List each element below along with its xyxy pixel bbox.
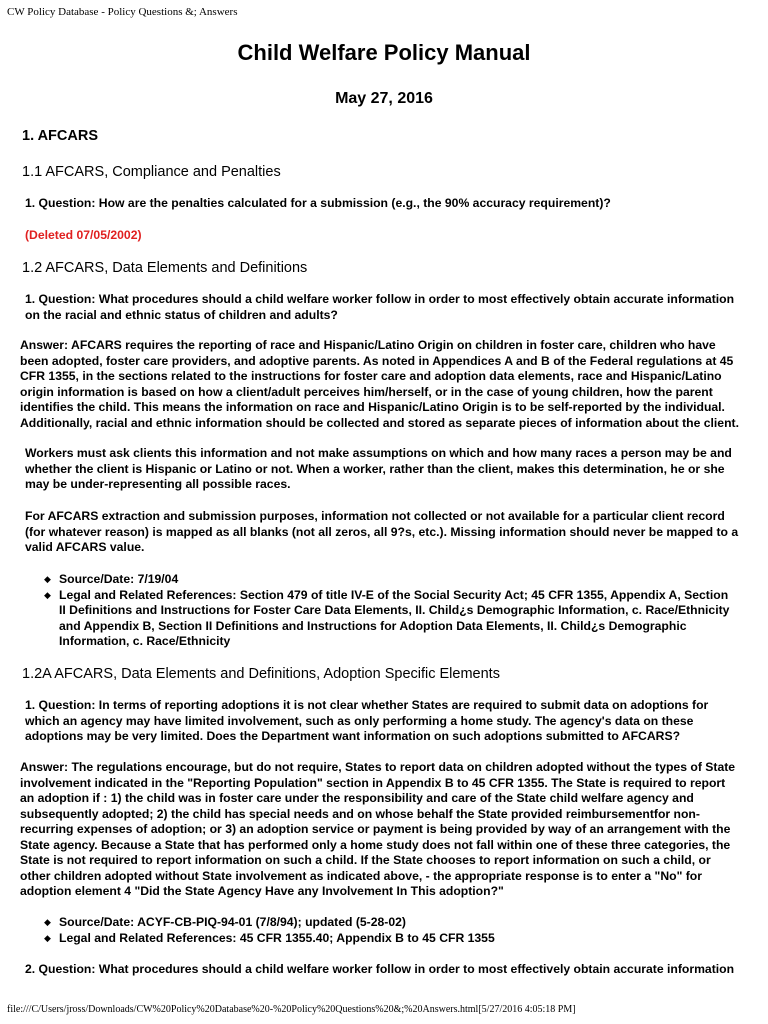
browser-tab-title: CW Policy Database - Policy Questions &; Answers [7, 6, 238, 18]
question-1-1-1: 1. Question: How are the penalties calculated for a submission (e.g., the 90% accuracy requirement)? [25, 196, 611, 210]
answer-1-2a-1: Answer: The regulations encourage, but do not require, States to report data on children adopted without the types of State involvement indicated in the "Reporting Population" section in Appendix B to 45 CFR 1355. The State is required to report an adoption if : 1) the child was in foster care under the responsibility and care of the State child welfare agency and subsequently adopted; 2) the child has special needs and on whose behalf the State provided reimbursementfor non-recurring expenses of adoption; or 3) an adoption service or payment is being provided by way of an arrangement with the State agency. Because a State that has performed only a home study does not fall within one of these three categories, the State is not required to report information on such a child. If the State chooses to report information on such a child, or other children adopted without State involvement as indicated above, - the appropriate response is to enter a "No" for adoption element 4 "Did the State Agency Have any Involvement In This adoption?" [20, 760, 736, 898]
list-item [44, 572, 734, 588]
source-date: Source/Date: ACYF-CB-PIQ-94-01 (7/8/94); updated (5-28-02) [59, 915, 406, 929]
question-1-2a-1: 1. Question: In terms of reporting adoptions it is not clear whether States are required to submit data on adoptions for which an agency may have limited involvement, such as only performing a home study. The agency's data on these adoptions may be very limited. Does the Department want information on such adoptions submitted to AFCARS? [25, 698, 709, 743]
subsection-heading-1-2a: 1.2A AFCARS, Data Elements and Definitions, Adoption Specific Elements [22, 666, 500, 682]
diamond-bullet-icon: ◆ [44, 917, 51, 927]
answer-1-2-1-paragraph-2: Workers must ask clients this information and not make assumptions on which and how many races a person may be and whether the client is Hispanic or Latino or not. When a worker, rather than the client, makes this determination, he or she may be under-representing all possible races. [25, 446, 732, 491]
references-list-1-2 [44, 572, 734, 650]
list-item [44, 915, 734, 931]
subsection-heading-1-2: 1.2 AFCARS, Data Elements and Definitions [22, 260, 308, 276]
browser-footer-url: file:///C/Users/jross/Downloads/CW%20Policy%20Database%20-%20Policy%20Questions%20&;%20Answers.html[5/27/2016 4:05:18 PM] [7, 1004, 576, 1015]
deleted-notice: (Deleted 07/05/2002) [25, 228, 142, 242]
list-item [44, 588, 734, 650]
references-list-1-2a [44, 915, 734, 946]
page-title: Child Welfare Policy Manual [237, 40, 531, 65]
diamond-bullet-icon: ◆ [44, 574, 51, 584]
source-date: Source/Date: 7/19/04 [59, 572, 179, 586]
legal-references: Legal and Related References: 45 CFR 1355.40; Appendix B to 45 CFR 1355 [59, 930, 495, 945]
legal-references: Legal and Related References: Section 479 of title IV-E of the Social Security Act; 45 CFR 1355, Appendix A, Section II Definitions and Instructions for Foster Care Data Elements, II. Child¿s Demographic Information, c. Race/Ethnicity and Appendix B, Section II Definitions and Instructions for Adoption Data Elements, II. Child¿s Demographic Information, c. Race/Ethnicity [59, 587, 730, 648]
diamond-bullet-icon: ◆ [44, 932, 51, 943]
document-date: May 27, 2016 [335, 90, 433, 107]
section-heading-afcars: 1. AFCARS [22, 128, 98, 144]
question-1-2-1: 1. Question: What procedures should a child welfare worker follow in order to most effectively obtain accurate information on the racial and ethnic status of children and adults? [25, 292, 735, 322]
list-item [44, 931, 734, 947]
answer-1-2-1-paragraph-1: Answer: AFCARS requires the reporting of race and Hispanic/Latino Origin on children in foster care, children who have been adopted, foster care providers, and adoptive parents. As noted in Appendices A and B of the Federal regulations at 45 CFR 1355, in the sections related to the instructions for foster care and adoption data elements, race and Hispanic/Latino origin information is based on how a client/adult perceives him/herself, or in the case of young children, how the parent identifies the child. This means the information on race and Hispanic/Latino Origin is to be self-reported by the individual. Additionally, racial and ethnic information should be collected and stored as separate pieces of information about the client. [20, 338, 739, 430]
question-1-2a-2: 2. Question: What procedures should a child welfare worker follow in order to most effectively obtain accurate information [25, 962, 735, 976]
subsection-heading-1-1: 1.1 AFCARS, Compliance and Penalties [22, 164, 281, 180]
answer-1-2-1-paragraph-3: For AFCARS extraction and submission purposes, information not collected or not available for a particular client record (for whatever reason) is mapped as all blanks (not all zeros, all 9?s, etc.). Missing information should never be mapped to a valid AFCARS value. [25, 509, 739, 554]
diamond-bullet-icon: ◆ [44, 589, 51, 600]
